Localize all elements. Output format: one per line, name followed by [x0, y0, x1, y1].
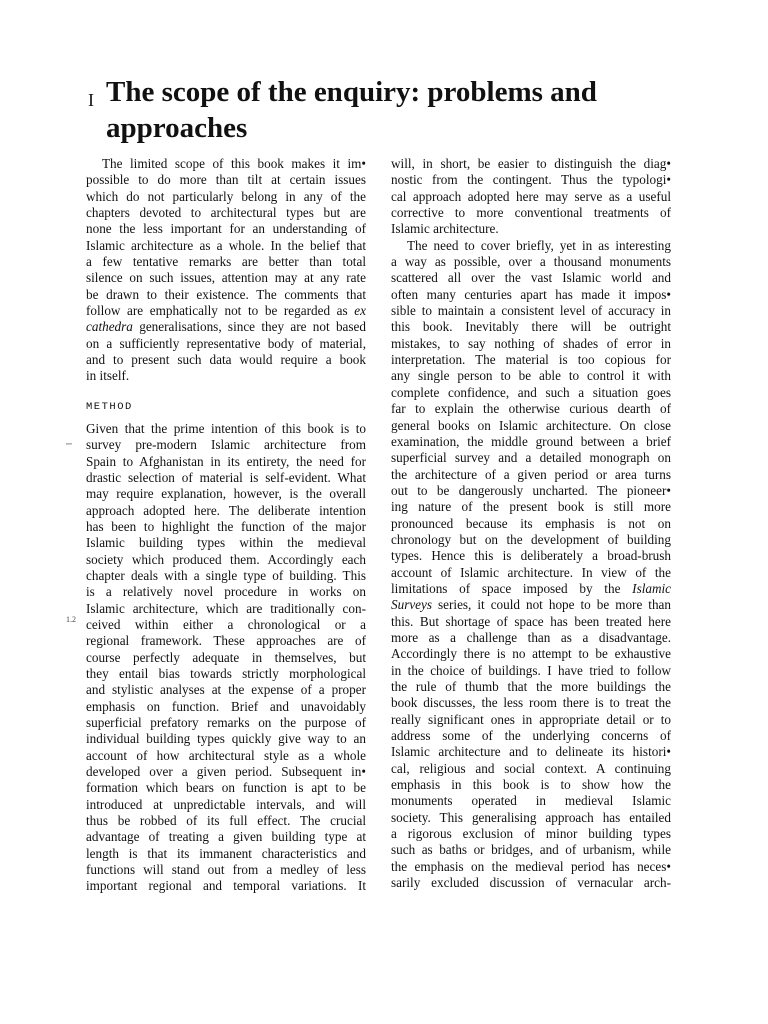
scope-paragraph — [391, 238, 671, 892]
intro-paragraph — [86, 156, 366, 385]
chapter-number: I — [88, 90, 94, 110]
text-line: account of Islamic architecture. In view of the — [391, 564, 671, 580]
continuation-paragraph — [391, 156, 671, 238]
italic-word: ex — [354, 303, 366, 319]
text-line: types. Hence this is deliberately a broad-brush — [391, 548, 671, 564]
text-line: often many centuries apart has made it impos• — [391, 286, 671, 302]
text-line: general books on Islamic architecture. On close — [391, 417, 671, 433]
text-line: a rigorous exclusion of minor building types — [391, 826, 671, 842]
chapter-title-line-2: approaches — [106, 112, 248, 144]
text-line: the rule of thumb that the more buildings the — [391, 679, 671, 694]
text-line: Spain to Afghanistan in its entirety, the need for — [86, 453, 366, 469]
text-line: account of how architectural style as a whole — [86, 747, 366, 763]
text-line: any single person to be able to control it with — [391, 368, 671, 384]
text-line: developed over a given period. Subsequent in• — [86, 764, 366, 780]
text-line: silence on such issues, attention may at any rate — [86, 270, 366, 286]
text-line: in itself. — [86, 368, 130, 384]
text-line: in the choice of buildings. I have tried to follow — [391, 662, 671, 678]
text-line: The limited scope of this book makes it im• — [102, 156, 366, 171]
text-line: chapters devoted to architectural types but are — [86, 205, 366, 221]
text-line: may require explanation, however, is the overall — [86, 486, 366, 502]
text-line: advantage of treating a given building type at — [86, 829, 366, 845]
text-line: scattered all over the vast Islamic world and — [391, 270, 671, 286]
text-line: this. But shortage of space has been treated here — [391, 613, 671, 629]
text-line: chapter deals with a single type of building. This — [86, 567, 366, 583]
text-line: nostic from the contingent. Thus the typologi• — [391, 172, 671, 188]
text-line: introduced at unpredictable intervals, and will — [86, 796, 366, 812]
text-fragment: limitations of space imposed by the — [391, 580, 621, 596]
right-column — [391, 156, 671, 891]
text-line: pronounced because its emphasis is not on — [391, 515, 671, 531]
text-line: ing nature of the present book is still more — [391, 499, 671, 515]
text-line: society. This generalising approach has entailed — [391, 809, 671, 825]
text-line: superficial prefatory remarks on the purpose of — [86, 715, 366, 730]
text-line: Islamic architecture, which are traditionally con- — [86, 600, 366, 616]
text-line — [391, 597, 671, 613]
text-line: address some of the underlying concerns of — [391, 728, 671, 744]
text-line: examination, the middle ground between a brief — [391, 433, 671, 449]
text-line: more as a challenge than as a disadvantage. — [391, 629, 671, 645]
method-paragraph — [86, 421, 366, 895]
text-line: ceived within either a chronological or a — [86, 616, 366, 632]
italic-word: Surveys — [391, 597, 433, 613]
text-line: a way as possible, over a thousand monuments — [391, 254, 671, 270]
italic-word: Islamic — [632, 580, 671, 596]
text-line: functions will stand out from a medley of less — [86, 862, 366, 878]
text-line: a few tentative remarks are better than total — [86, 254, 366, 270]
text-line: formation which bears on function is apt to be — [86, 780, 366, 796]
text-line: drastic selection of material is self-evident. What — [86, 469, 366, 485]
text-line: on a sufficiently representative body of material, — [86, 335, 366, 351]
text-line — [86, 319, 366, 335]
text-line: far to explain the otherwise curious dearth of — [391, 401, 671, 417]
text-line: survey pre-modern Islamic architecture from — [86, 437, 366, 453]
text-line: sarily excluded discussion of vernacular arch- — [391, 875, 671, 891]
text-line: and stylistic analyses at the expense of a proper — [86, 682, 366, 698]
text-line: Islamic architecture. — [391, 221, 499, 237]
text-line: Islamic architecture and to delineate its histori• — [391, 744, 671, 760]
text-line: The need to cover briefly, yet in as interesting — [407, 237, 671, 253]
text-line: mistakes, to say nothing of shades of error in — [391, 335, 671, 351]
text-line: cal, religious and social context. A continuing — [391, 760, 671, 776]
margin-mark: 1.2 — [66, 615, 76, 624]
section-heading-method: METHOD — [86, 400, 133, 413]
text-fragment: series, it could not hope to be more than — [438, 597, 671, 613]
text-line: the architecture of a given period or area turns — [391, 466, 671, 482]
text-line: chronology but on the development of building — [391, 531, 671, 547]
text-line: sible to maintain a consistent level of accuracy in — [391, 303, 671, 319]
text-line: such as baths or bridges, and of urbanism, while — [391, 842, 671, 858]
text-line: important regional and temporal variations. It — [86, 878, 366, 894]
text-line: the emphasis on the medieval period has neces• — [391, 858, 671, 874]
text-line: has been to highlight the function of the major — [86, 518, 366, 534]
text-line: book discusses, the less room there is to treat the — [391, 695, 671, 711]
text-line: Given that the prime intention of this book is to — [86, 420, 366, 436]
text-line: individual building types quickly give way to an — [86, 731, 366, 747]
text-line: superficial survey and a detailed monograph on — [391, 450, 671, 466]
text-line: thus be robbed of its full effect. The crucial — [86, 813, 366, 829]
text-line: is a relatively novel procedure in works on — [86, 584, 366, 600]
text-line: approach adopted here. The deliberate intention — [86, 502, 366, 518]
chapter-title-line-1: The scope of the enquiry: problems and — [106, 76, 597, 108]
left-column — [86, 156, 366, 895]
text-line — [86, 303, 366, 319]
text-line: monuments operated in medieval Islamic — [391, 793, 671, 809]
text-line — [391, 581, 671, 597]
text-line: Islamic building types within the medieval — [86, 535, 366, 551]
text-line: out to be dangerously uncharted. The pioneer• — [391, 482, 671, 498]
italic-word: cathedra — [86, 319, 133, 335]
text-fragment: follow are emphatically not to be regarded as — [86, 303, 348, 319]
text-line: interpretation. The material is too copious for — [391, 352, 671, 368]
text-line: really significant ones in appropriate detail or to — [391, 711, 671, 727]
text-line: they entail bias towards strictly morphological — [86, 665, 366, 681]
text-line: cal approach adopted here may serve as a useful — [391, 188, 671, 204]
text-line: none the less important for an understanding of — [86, 221, 366, 237]
chapter-heading — [88, 74, 688, 146]
text-fragment: generalisations, since they are not based — [139, 319, 366, 335]
text-line: complete confidence, and such a situation goes — [391, 384, 671, 400]
text-line: which do not particularly belong in any of the — [86, 188, 366, 204]
text-line: corrective to more conventional treatments of — [391, 205, 671, 221]
text-line: emphasis on function. Brief and unavoidably — [86, 698, 366, 714]
text-line: possible to do more than tilt at certain issues — [86, 172, 366, 188]
text-line: Accordingly there is no attempt to be exhaustive — [391, 646, 671, 662]
margin-mark: ,,, — [66, 437, 72, 446]
text-line: be drawn to their existence. The comments that — [86, 286, 366, 302]
text-line: regional framework. These approaches are of — [86, 633, 366, 649]
text-line: and to present such data would require a book — [86, 352, 366, 368]
text-line: course perfectly adequate in themselves, but — [86, 649, 366, 665]
text-line: length is that its immanent characteristics and — [86, 845, 366, 861]
text-line: this book. Inevitably there will be outright — [391, 319, 671, 335]
text-line: emphasis in this book is to show how the — [391, 777, 671, 793]
text-line: Islamic architecture as a whole. In the belief that — [86, 237, 366, 253]
text-line: society which produced them. Accordingly each — [86, 551, 366, 567]
text-line: will, in short, be easier to distinguish the diag• — [391, 156, 671, 171]
